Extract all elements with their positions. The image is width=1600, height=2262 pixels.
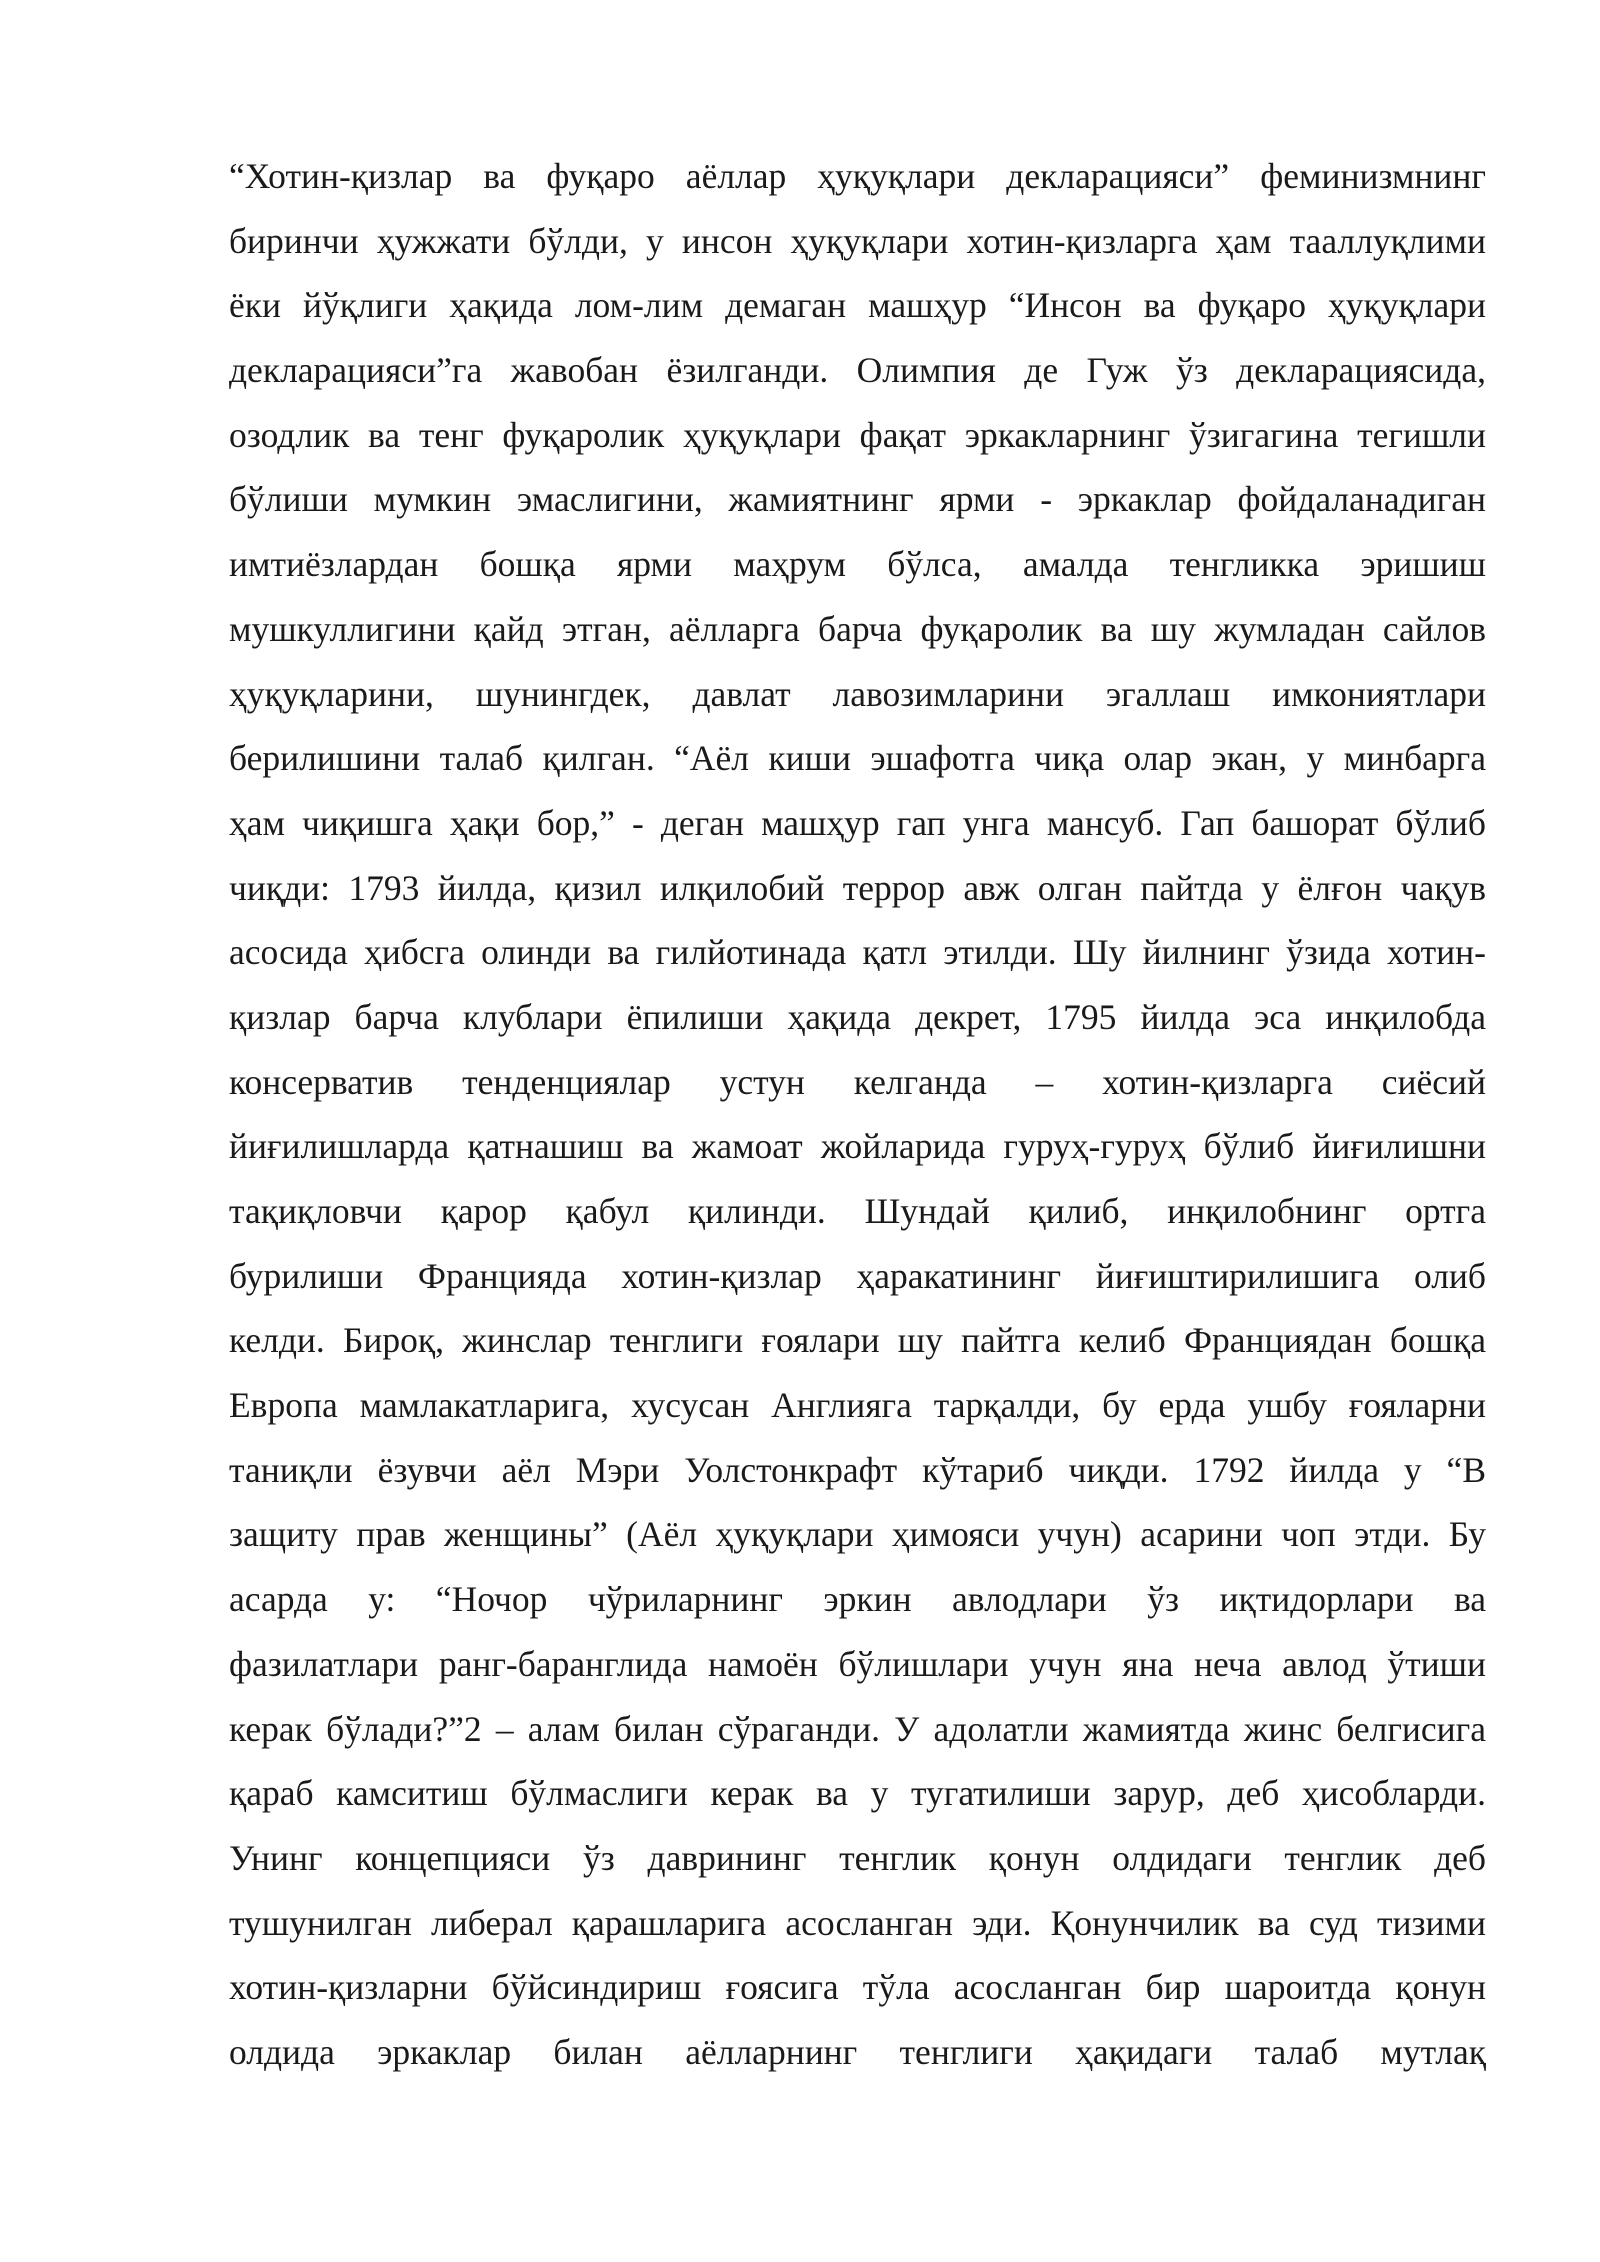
text-line: биринчи ҳужжати бўлди, у инсон ҳуқуқлари хотин-қизларга ҳам тааллуқлими xyxy=(229,220,1486,261)
text-line: қизлар барча клублари ёпилиши ҳақида декрет, 1795 йилда эса инқилобда xyxy=(229,996,1486,1037)
text-line: тушунилган либерал қарашларига асосланган эди. Қонунчилик ва суд тизими xyxy=(229,1902,1486,1943)
body-paragraph xyxy=(229,144,1486,2085)
text-line: йиғилишларда қатнашиш ва жамоат жойларида гуруҳ-гуруҳ бўлиб йиғилишни xyxy=(229,1126,1486,1167)
text-line: тақиқловчи қарор қабул қилинди. Шундай қилиб, инқилобнинг ортга xyxy=(229,1191,1486,1231)
text-line: чиқди: 1793 йилда, қизил илқилобий террор авж олган пайтда у ёлғон чақув xyxy=(229,867,1486,908)
text-line: озодлик ва тенг фуқаролик ҳуқуқлари фақат эркакларнинг ўзигагина тегишли xyxy=(229,414,1486,455)
text-line: таниқли ёзувчи аёл Мэри Уолстонкрафт кўтариб чиқди. 1792 йилда у “В xyxy=(229,1449,1486,1490)
text-line: келди. Бироқ, жинслар тенглиги ғоялари шу пайтга келиб Франциядан бошқа xyxy=(229,1320,1486,1361)
text-line: “Хотин-қизлар ва фуқаро аёллар ҳуқуқлари декларацияси” феминизмнинг xyxy=(229,156,1486,196)
text-line: декларацияси”га жавобан ёзилганди. Олимпия де Гуж ўз декларациясида, xyxy=(229,350,1486,391)
text-line: ҳуқуқларини, шунингдек, давлат лавозимларини эгаллаш имкониятлари xyxy=(229,673,1486,714)
text-line: бурилиши Францияда хотин-қизлар ҳаракатининг йиғиштирилишига олиб xyxy=(229,1255,1486,1296)
text-line: олдида эркаклар билан аёлларнинг тенглиги ҳақидаги талаб мутлақ xyxy=(229,2031,1486,2072)
text-line: ёки йўқлиги ҳақида лом-лим демаган машҳур “Инсон ва фуқаро ҳуқуқлари xyxy=(229,285,1486,326)
text-line: консерватив тенденциялар устун келганда – хотин-қизларга сиёсий xyxy=(229,1061,1486,1102)
text-line: ҳам чиқишга ҳақи бор,” - деган машҳур гап унга мансуб. Гап башорат бўлиб xyxy=(229,802,1486,843)
text-line: хотин-қизларни бўйсиндириш ғоясига тўла асосланган бир шароитда қонун xyxy=(229,1967,1486,2008)
text-line: асарда у: “Ночор чўриларнинг эркин авлодлари ўз иқтидорлари ва xyxy=(229,1579,1486,1620)
text-line: мушкуллигини қайд этган, аёлларга барча фуқаролик ва шу жумладан сайлов xyxy=(229,608,1486,649)
text-line: берилишини талаб қилган. “Аёл киши эшафотга чиқа олар экан, у минбарга xyxy=(229,738,1486,779)
text-line: Унинг концепцияси ўз даврининг тенглик қонун олдидаги тенглик деб xyxy=(229,1837,1486,1878)
text-line: қараб камситиш бўлмаслиги керак ва у тугатилиши зарур, деб ҳисобларди. xyxy=(229,1773,1486,1814)
text-line: Европа мамлакатларига, хусусан Англияга тарқалди, бу ерда ушбу ғояларни xyxy=(229,1385,1486,1426)
text-line: фазилатлари ранг-баранглида намоён бўлишлари учун яна неча авлод ўтиши xyxy=(229,1643,1486,1684)
text-line: бўлиши мумкин эмаслигини, жамиятнинг ярми - эркаклар фойдаланадиган xyxy=(229,479,1486,520)
text-line: асосида ҳибсга олинди ва гилйотинада қатл этилди. Шу йилнинг ўзида хотин- xyxy=(229,932,1486,973)
text-line: защиту прав женщины” (Аёл ҳуқуқлари ҳимояси учун) асарини чоп этди. Бу xyxy=(229,1514,1486,1555)
text-line: имтиёзлардан бошқа ярми маҳрум бўлса, амалда тенгликка эришиш xyxy=(229,544,1486,585)
text-line: керак бўлади?”2 – алам билан сўраганди. У адолатли жамиятда жинс белгисига xyxy=(229,1708,1486,1749)
